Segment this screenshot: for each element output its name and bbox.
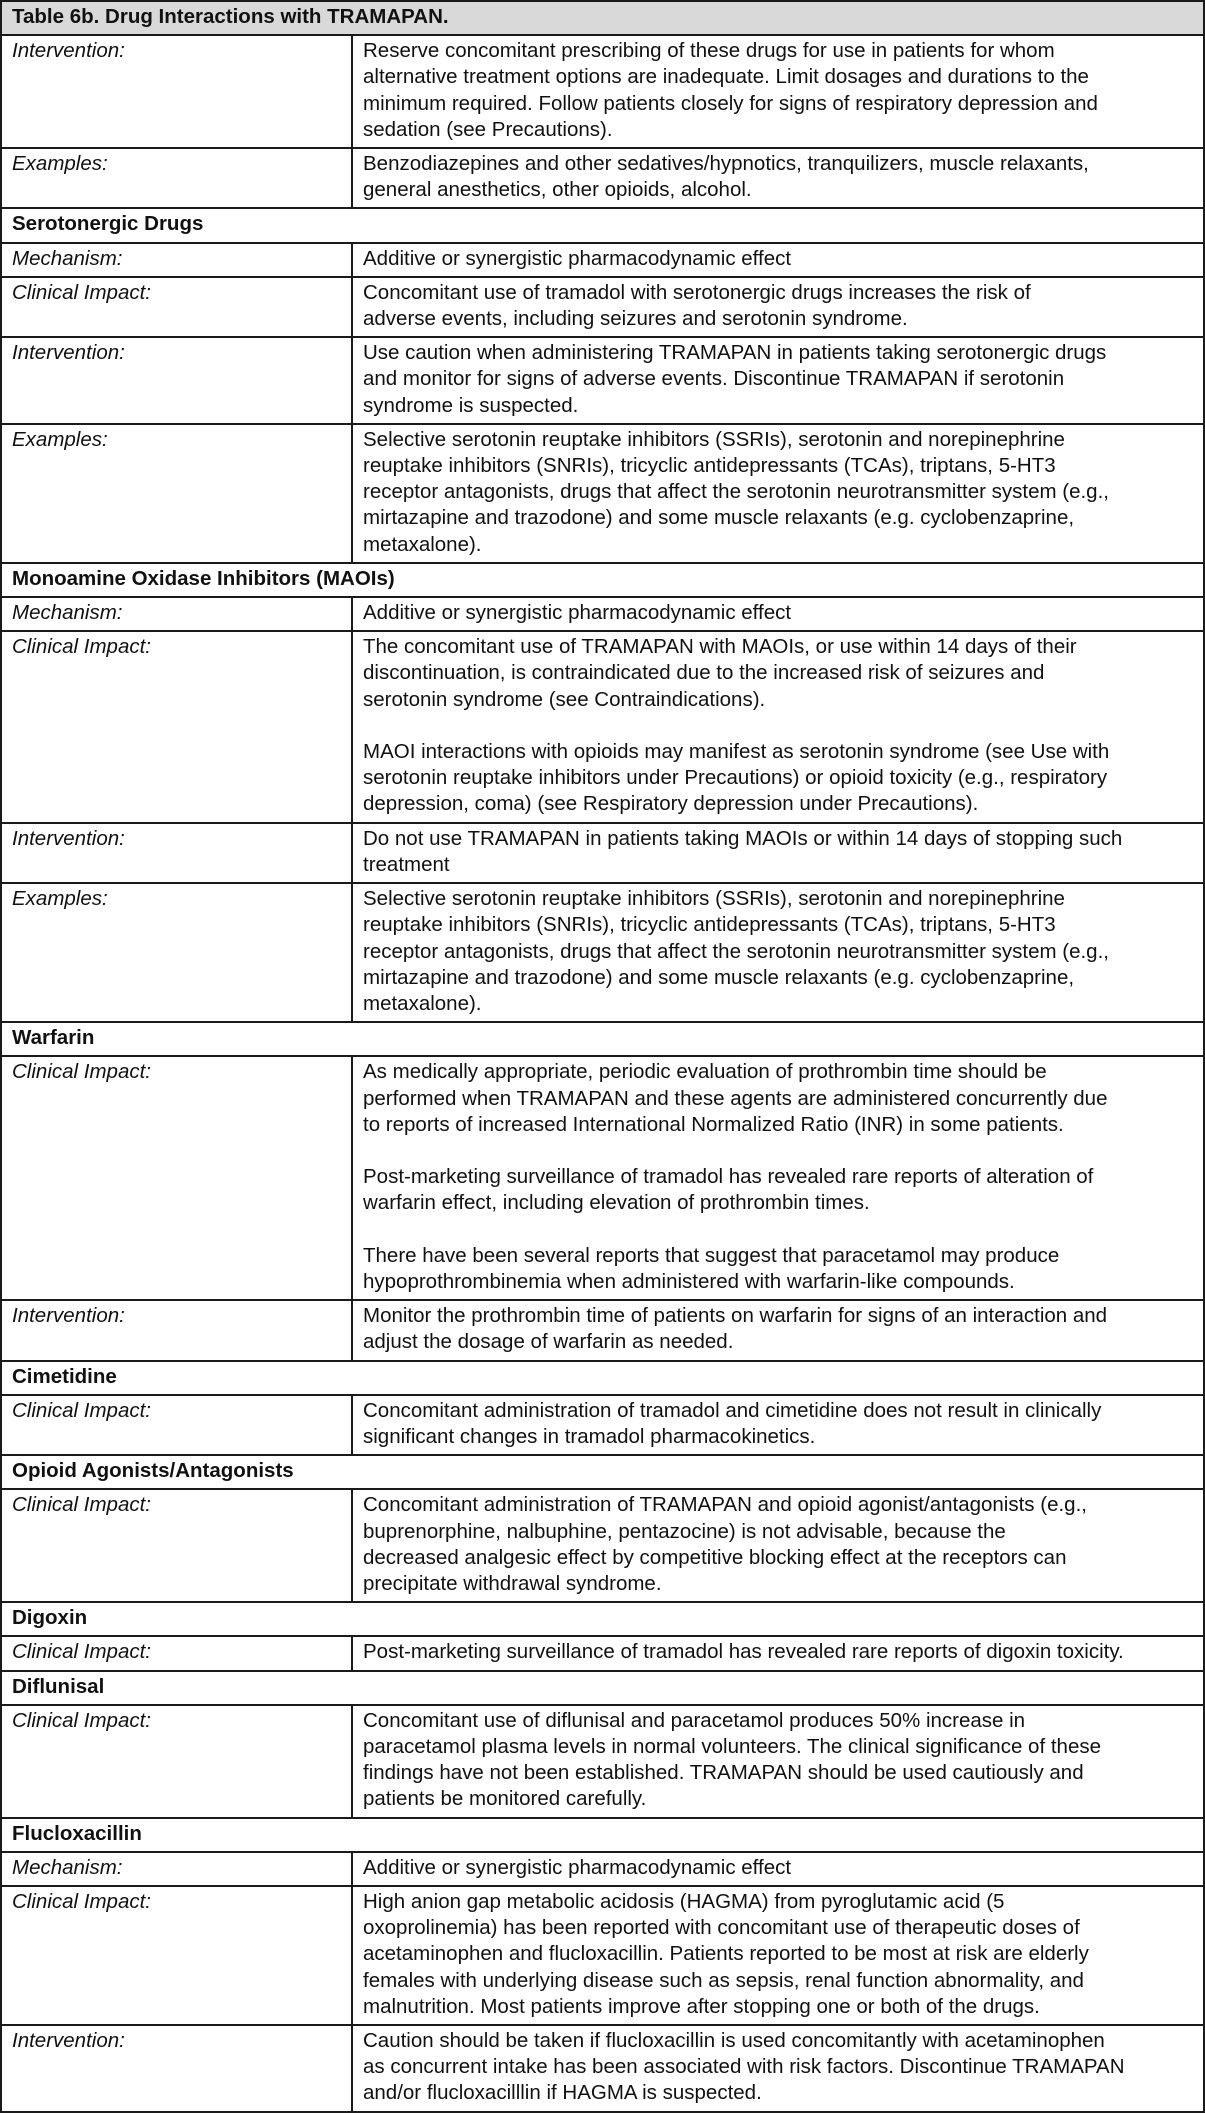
table-row — [1, 148, 1204, 208]
section-header-row — [1, 1361, 1204, 1395]
row-label: Clinical Impact: — [1, 1056, 352, 1300]
table-row — [1, 337, 1204, 424]
row-label: Clinical Impact: — [1, 1395, 352, 1455]
section-header: Digoxin — [1, 1602, 1204, 1636]
section-header-row — [1, 563, 1204, 597]
table-row — [1, 1636, 1204, 1670]
section-header-row — [1, 1022, 1204, 1056]
section-header: Flucloxacillin — [1, 1818, 1204, 1852]
row-text: Concomitant use of tramadol with serotonergic drugs increases the risk of adverse events, including seizures and serotonin syndrome. — [352, 277, 1204, 337]
row-text: Selective serotonin reuptake inhibitors (SSRIs), serotonin and norepinephrine reuptake inhibitors (SNRIs), tricyclic antidepressants (TCAs), triptans, 5-HT3 receptor antagonists, drugs that affect the serotonin neurotransmitter system (e.g., mirtazapine and trazodone) and some muscle relaxants (e.g. cyclobenzaprine, metaxalone). — [352, 424, 1204, 563]
table-caption: Table 6b. Drug Interactions with TRAMAPAN. — [1, 1, 1204, 35]
table-row — [1, 1705, 1204, 1818]
row-label: Examples: — [1, 148, 352, 208]
row-label: Examples: — [1, 424, 352, 563]
row-text: Additive or synergistic pharmacodynamic effect — [352, 597, 1204, 631]
table-row — [1, 1395, 1204, 1455]
row-label: Clinical Impact: — [1, 277, 352, 337]
row-text: Selective serotonin reuptake inhibitors (SSRIs), serotonin and norepinephrine reuptake inhibitors (SNRIs), tricyclic antidepressants (TCAs), triptans, 5-HT3 receptor antagonists, drugs that affect the serotonin neurotransmitter system (e.g., mirtazapine and trazodone) and some muscle relaxants (e.g. cyclobenzaprine, metaxalone). — [352, 883, 1204, 1022]
row-label: Intervention: — [1, 823, 352, 883]
table-row — [1, 2025, 1204, 2112]
table-row — [1, 277, 1204, 337]
row-text: Concomitant use of diflunisal and paracetamol produces 50% increase in paracetamol plasma levels in normal volunteers. The clinical significance of these findings have not been established. TRAMAPAN should be used cautiously and patients be monitored carefully. — [352, 1705, 1204, 1818]
row-text: Reserve concomitant prescribing of these drugs for use in patients for whom alternative treatment options are inadequate. Limit dosages and durations to the minimum required. Follow patients closely for signs of respiratory depression and sedation (see Precautions). — [352, 35, 1204, 148]
row-label: Intervention: — [1, 1300, 352, 1360]
table-row — [1, 1886, 1204, 2025]
row-text: Concomitant administration of TRAMAPAN and opioid agonist/antagonists (e.g., buprenorphine, nalbuphine, pentazocine) is not advisable, because the decreased analgesic effect by competitive blocking effect at the receptors can precipitate withdrawal syndrome. — [352, 1489, 1204, 1602]
row-label: Examples: — [1, 883, 352, 1022]
table-row — [1, 35, 1204, 148]
row-text: Monitor the prothrombin time of patients on warfarin for signs of an interaction and adjust the dosage of warfarin as needed. — [352, 1300, 1204, 1360]
section-header-row — [1, 1671, 1204, 1705]
section-header-row — [1, 1455, 1204, 1489]
table-row — [1, 1300, 1204, 1360]
row-label: Intervention: — [1, 2025, 352, 2112]
table-row — [1, 631, 1204, 822]
table-row — [1, 424, 1204, 563]
row-text: Post-marketing surveillance of tramadol has revealed rare reports of digoxin toxicity. — [352, 1636, 1204, 1670]
row-label: Intervention: — [1, 35, 352, 148]
row-label: Mechanism: — [1, 243, 352, 277]
table-row — [1, 243, 1204, 277]
row-label: Clinical Impact: — [1, 1705, 352, 1818]
table-row — [1, 883, 1204, 1022]
row-label: Mechanism: — [1, 1852, 352, 1886]
row-text: Use caution when administering TRAMAPAN in patients taking serotonergic drugs and monitor for signs of adverse events. Discontinue TRAMAPAN if serotonin syndrome is suspected. — [352, 337, 1204, 424]
table-body — [1, 35, 1204, 2111]
section-header: Diflunisal — [1, 1671, 1204, 1705]
section-header: Warfarin — [1, 1022, 1204, 1056]
row-text: Do not use TRAMAPAN in patients taking MAOIs or within 14 days of stopping such treatment — [352, 823, 1204, 883]
row-label: Clinical Impact: — [1, 1636, 352, 1670]
row-text: Concomitant administration of tramadol and cimetidine does not result in clinically significant changes in tramadol pharmacokinetics. — [352, 1395, 1204, 1455]
row-text: As medically appropriate, periodic evaluation of prothrombin time should be performed when TRAMAPAN and these agents are administered concurrently due to reports of increased International Normalized Ratio (INR) in some patients. Post-marketing surveillance of tramadol has revealed rare reports of alteration of warfarin effect, including elevation of prothrombin times. There have been several reports that suggest that paracetamol may produce hypoprothrombinemia when administered with warfarin-like compounds. — [352, 1056, 1204, 1300]
section-header-row — [1, 208, 1204, 242]
row-text: Benzodiazepines and other sedatives/hypnotics, tranquilizers, muscle relaxants, general anesthetics, other opioids, alcohol. — [352, 148, 1204, 208]
row-label: Intervention: — [1, 337, 352, 424]
row-text: The concomitant use of TRAMAPAN with MAOIs, or use within 14 days of their discontinuation, is contraindicated due to the increased risk of seizures and serotonin syndrome (see Contraindications). MAOI interactions with opioids may manifest as serotonin syndrome (see Use with serotonin reuptake inhibitors under Precautions) or opioid toxicity (e.g., respiratory depression, coma) (see Respiratory depression under Precautions). — [352, 631, 1204, 822]
row-label: Clinical Impact: — [1, 1886, 352, 2025]
row-text: Additive or synergistic pharmacodynamic effect — [352, 1852, 1204, 1886]
row-label: Mechanism: — [1, 597, 352, 631]
row-label: Clinical Impact: — [1, 1489, 352, 1602]
table-row — [1, 1489, 1204, 1602]
section-header: Monoamine Oxidase Inhibitors (MAOIs) — [1, 563, 1204, 597]
table-row — [1, 823, 1204, 883]
section-header: Cimetidine — [1, 1361, 1204, 1395]
table-caption-row — [1, 1, 1204, 35]
row-text: High anion gap metabolic acidosis (HAGMA) from pyroglutamic acid (5 oxoprolinemia) has been reported with concomitant use of therapeutic doses of acetaminophen and flucloxacillin. Patients reported to be most at risk are elderly females with underlying disease such as sepsis, renal function abnormality, and malnutrition. Most patients improve after stopping one or both of the drugs. — [352, 1886, 1204, 2025]
table-row — [1, 1852, 1204, 1886]
section-header-row — [1, 1602, 1204, 1636]
row-label: Clinical Impact: — [1, 631, 352, 822]
table-row — [1, 597, 1204, 631]
row-text: Additive or synergistic pharmacodynamic effect — [352, 243, 1204, 277]
row-text: Caution should be taken if flucloxacillin is used concomitantly with acetaminophen as concurrent intake has been associated with risk factors. Discontinue TRAMAPAN and/or flucloxacilllin if HAGMA is suspected. — [352, 2025, 1204, 2112]
section-header-row — [1, 1818, 1204, 1852]
table-row — [1, 1056, 1204, 1300]
section-header: Opioid Agonists/Antagonists — [1, 1455, 1204, 1489]
section-header: Serotonergic Drugs — [1, 208, 1204, 242]
